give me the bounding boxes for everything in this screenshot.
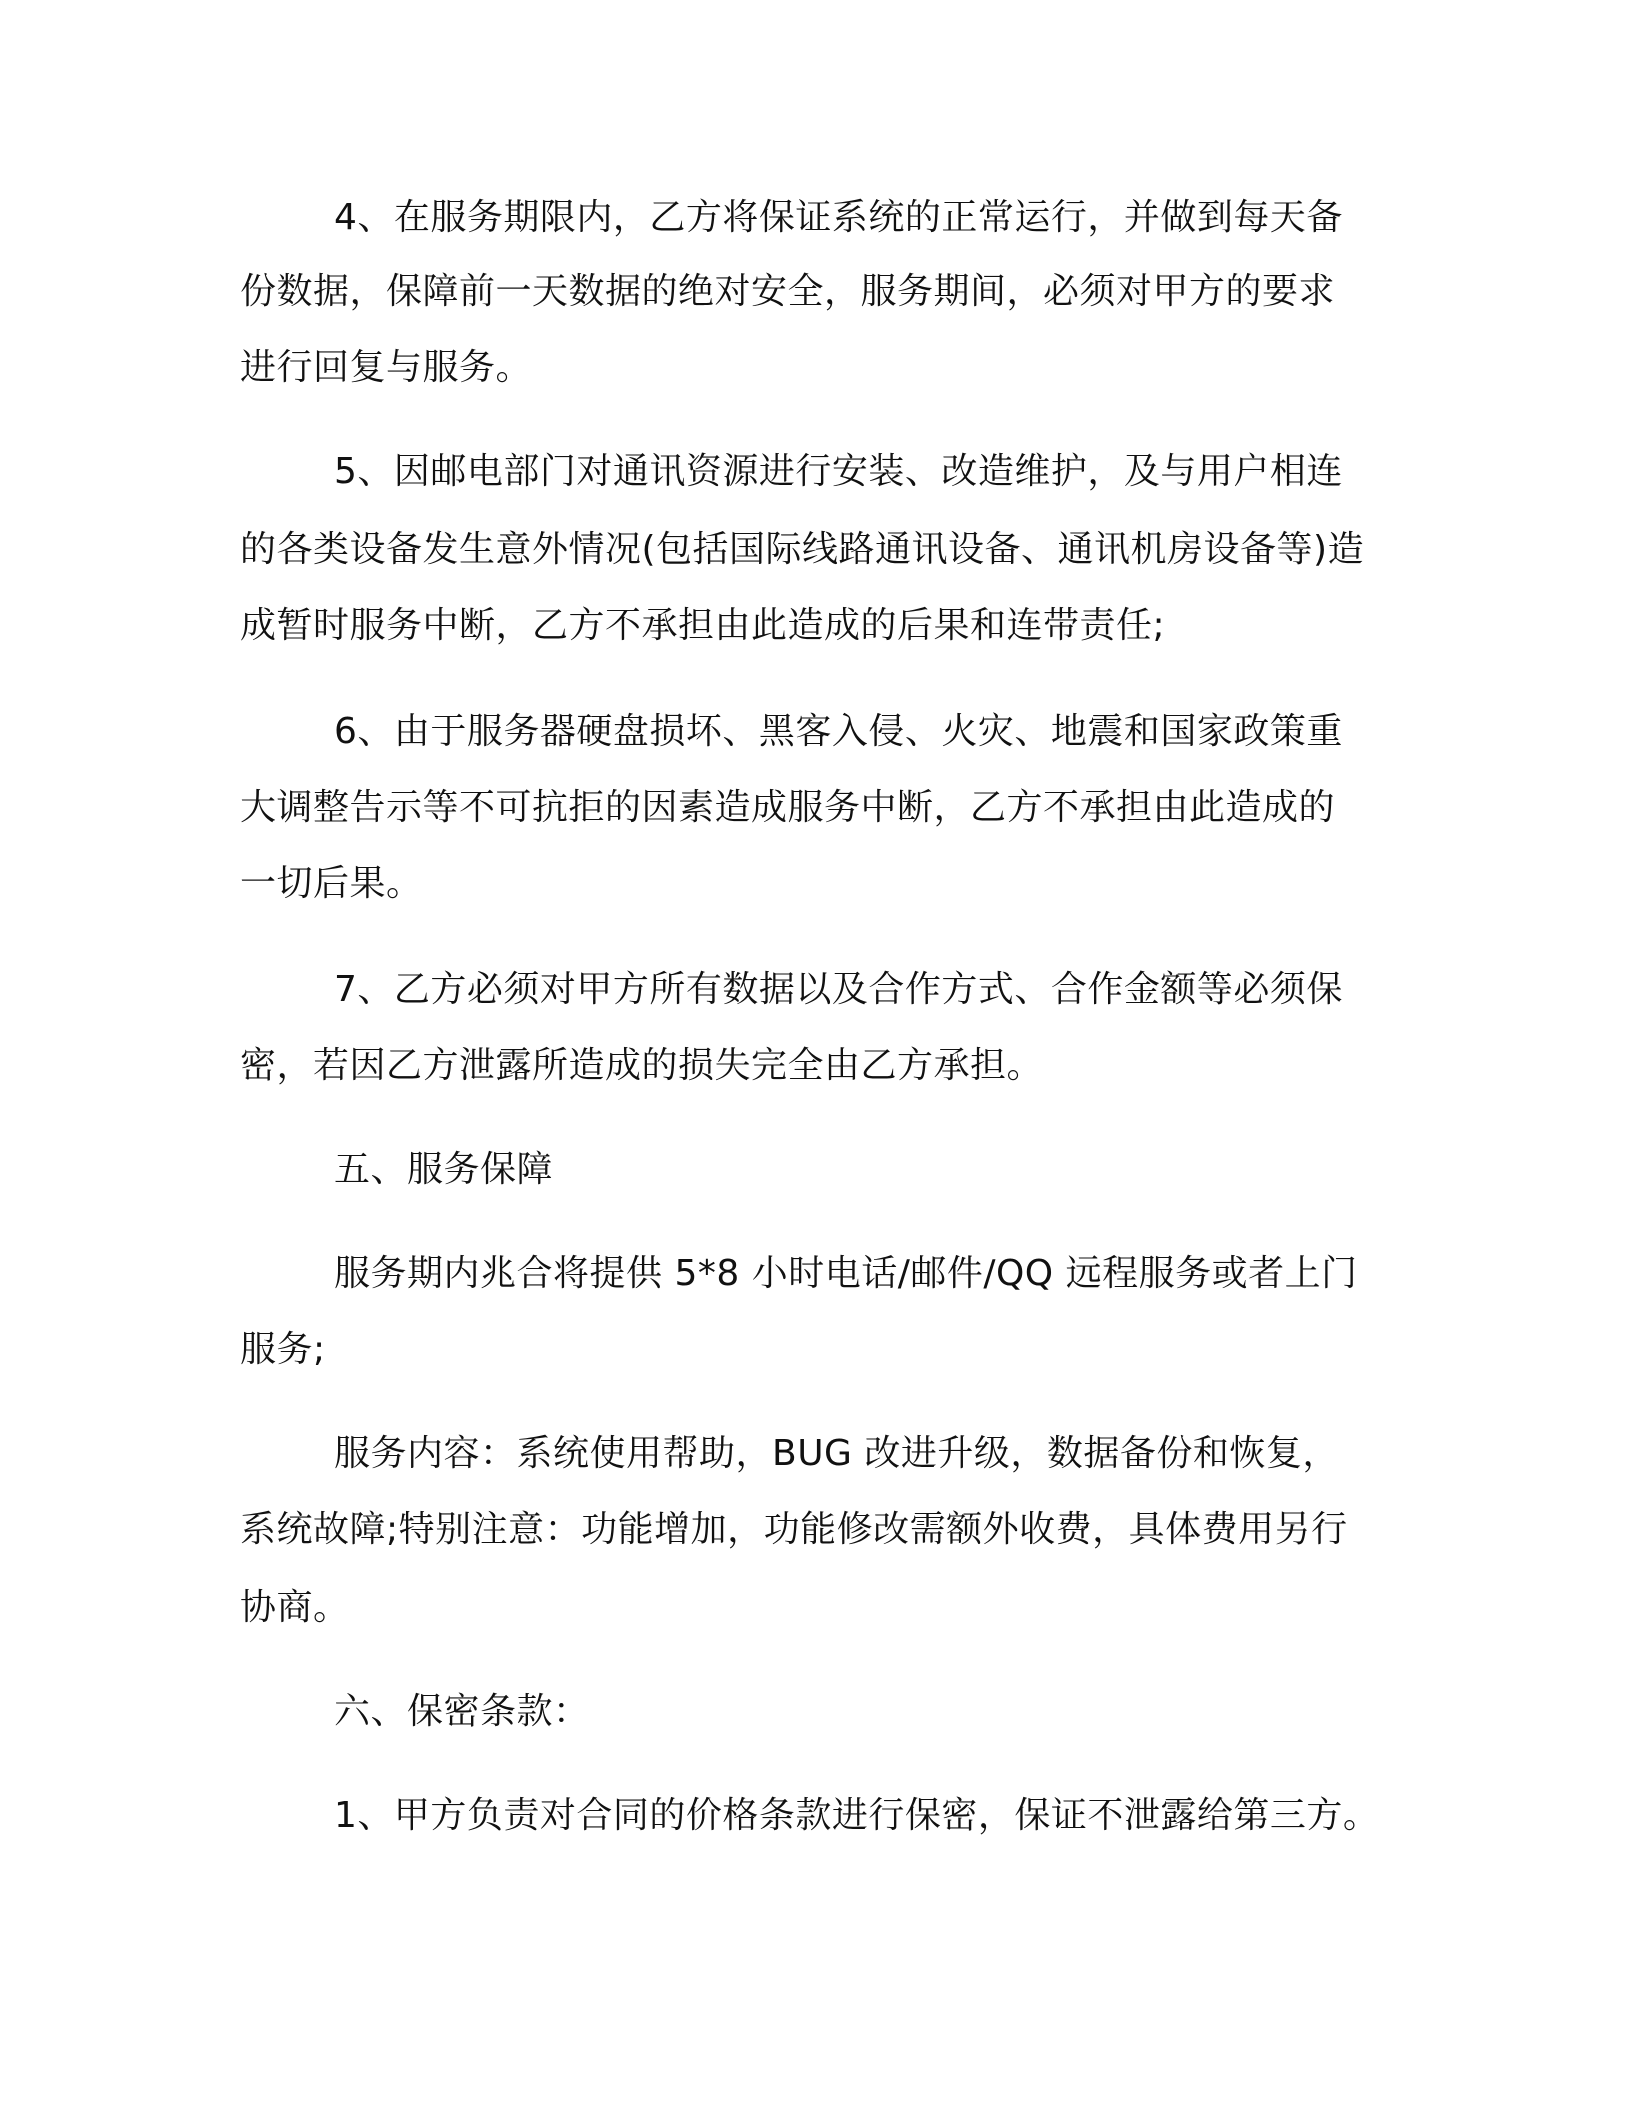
- clause-5-line-1: 5、因邮电部门对通讯资源进行安装、改造维护，及与用户相连: [334, 451, 1343, 492]
- clause-6-line-1: 6、由于服务器硬盘损坏、黑客入侵、火灾、地震和国家政策重: [334, 711, 1343, 752]
- clause-6-line-3: 一切后果。: [240, 863, 423, 904]
- service-content-line-2: 系统故障;特别注意：功能增加，功能修改需额外收费，具体费用另行: [240, 1509, 1348, 1550]
- service-content-line-3: 协商。: [240, 1587, 350, 1628]
- confidentiality-clause-1-line-1: 1、甲方负责对合同的价格条款进行保密，保证不泄露给第三方。: [334, 1795, 1380, 1836]
- clause-4-line-2: 份数据，保障前一天数据的绝对安全，服务期间，必须对甲方的要求: [240, 271, 1336, 312]
- section-heading-confidentiality: 六、保密条款：: [334, 1691, 590, 1732]
- clause-4-line-1: 4、在服务期限内，乙方将保证系统的正常运行，并做到每天备: [334, 197, 1343, 238]
- clause-7-line-2: 密，若因乙方泄露所造成的损失完全由乙方承担。: [240, 1045, 1044, 1086]
- clause-7-line-1: 7、乙方必须对甲方所有数据以及合作方式、合作金额等必须保: [334, 969, 1343, 1010]
- service-period-line-2: 服务;: [240, 1329, 326, 1370]
- clause-5-line-2: 的各类设备发生意外情况(包括国际线路通讯设备、通讯机房设备等)造: [240, 529, 1365, 570]
- service-period-line-1: 服务期内兆合将提供 5*8 小时电话/邮件/QQ 远程服务或者上门: [334, 1253, 1358, 1294]
- clause-5-line-3: 成暂时服务中断，乙方不承担由此造成的后果和连带责任;: [240, 605, 1166, 646]
- clause-6-line-2: 大调整告示等不可抗拒的因素造成服务中断，乙方不承担由此造成的: [240, 787, 1336, 828]
- clause-4-line-3: 进行回复与服务。: [240, 347, 533, 388]
- section-heading-service-guarantee: 五、服务保障: [334, 1149, 554, 1190]
- service-content-line-1: 服务内容：系统使用帮助，BUG 改进升级，数据备份和恢复，: [334, 1433, 1339, 1474]
